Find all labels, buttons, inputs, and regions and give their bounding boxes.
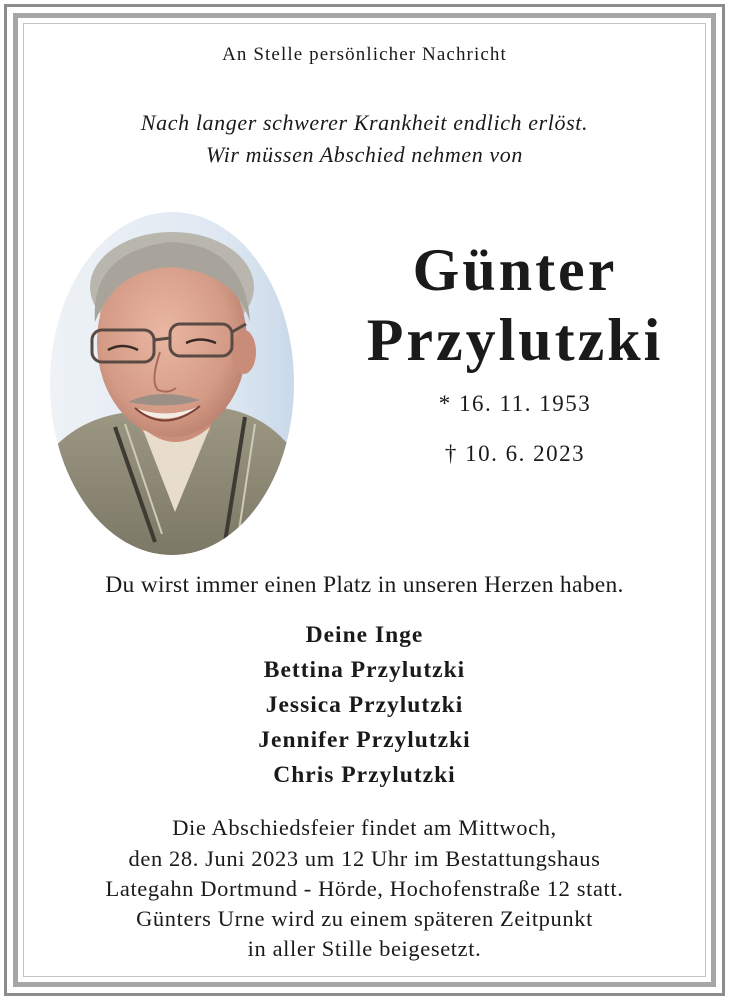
memorial-quote: Du wirst immer einen Platz in unseren Herzen haben. [105, 572, 624, 598]
ceremony-line: Günters Urne wird zu einem späteren Zeitpunkt [136, 906, 593, 931]
mourner-name: Chris Przylutzki [273, 762, 456, 788]
mourner-name: Jennifer Przylutzki [258, 727, 471, 753]
ceremony-line: den 28. Juni 2023 um 12 Uhr im Bestattungshaus [128, 846, 601, 871]
intro-line-1: Nach langer schwerer Krankheit endlich erlöst. [140, 110, 589, 135]
deceased-first-name: Günter [412, 237, 618, 303]
ceremony-line: in aller Stille beigesetzt. [247, 936, 482, 961]
notice-header: An Stelle persönlicher Nachricht [222, 44, 507, 65]
intro-line-2: Wir müssen Abschied nehmen von [206, 142, 523, 167]
birth-date: * 16. 11. 1953 [438, 391, 592, 416]
ceremony-line: Lategahn Dortmund - Hörde, Hochofenstraße 12 statt. [105, 876, 624, 901]
deceased-last-name: Przylutzki [366, 307, 664, 373]
mourner-name: Bettina Przylutzki [263, 657, 466, 683]
death-date: † 10. 6. 2023 [444, 441, 586, 466]
portrait-photo [50, 212, 294, 555]
ceremony-line: Die Abschiedsfeier findet am Mittwoch, [172, 815, 557, 840]
mourner-name: Jessica Przylutzki [265, 692, 464, 718]
mourner-name: Deine Inge [305, 622, 424, 648]
